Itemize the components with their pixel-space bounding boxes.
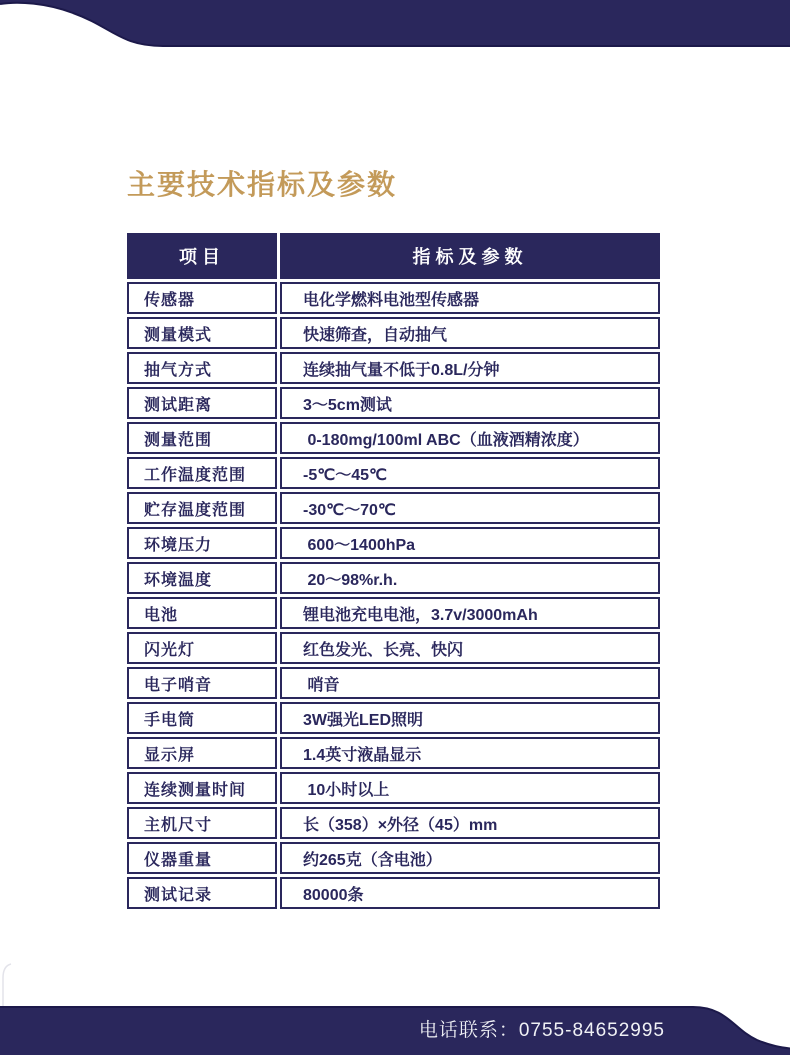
header-band bbox=[0, 0, 790, 50]
page-title: 主要技术指标及参数 bbox=[127, 169, 398, 200]
spec-label-cell: 电池 bbox=[127, 597, 277, 629]
spec-label-cell: 传感器 bbox=[127, 282, 277, 314]
spec-value-cell: 红色发光、长亮、快闪 bbox=[280, 632, 660, 664]
spec-label-cell: 抽气方式 bbox=[127, 352, 277, 384]
spec-value-cell: 20～98%r.h. bbox=[280, 562, 660, 594]
spec-label-cell: 测量范围 bbox=[127, 422, 277, 454]
table-row bbox=[127, 492, 660, 524]
table-row bbox=[127, 597, 660, 629]
spec-value-cell: -5℃～45℃ bbox=[280, 457, 660, 489]
spec-label-cell: 主机尺寸 bbox=[127, 807, 277, 839]
footer-band bbox=[0, 1003, 790, 1055]
spec-value-cell: 约265克（含电池） bbox=[280, 842, 660, 874]
spec-value-cell: 连续抽气量不低于0.8L/分钟 bbox=[280, 352, 660, 384]
spec-value-cell: 哨音 bbox=[280, 667, 660, 699]
spec-value-cell: 80000条 bbox=[280, 877, 660, 909]
spec-label-cell: 闪光灯 bbox=[127, 632, 277, 664]
spec-label-cell: 贮存温度范围 bbox=[127, 492, 277, 524]
table-row bbox=[127, 422, 660, 454]
spec-label-cell: 环境压力 bbox=[127, 527, 277, 559]
table-row bbox=[127, 702, 660, 734]
table-row bbox=[127, 877, 660, 909]
table-row bbox=[127, 807, 660, 839]
spec-table-body bbox=[127, 282, 660, 909]
spec-value-cell: 快速筛查，自动抽气 bbox=[280, 317, 660, 349]
table-row bbox=[127, 737, 660, 769]
table-row bbox=[127, 842, 660, 874]
table-row bbox=[127, 527, 660, 559]
spec-table bbox=[127, 233, 660, 912]
spec-value-cell: 长（358）×外径（45）mm bbox=[280, 807, 660, 839]
table-row bbox=[127, 457, 660, 489]
table-row bbox=[127, 632, 660, 664]
spec-table-header-row bbox=[127, 233, 660, 279]
spec-label-cell: 工作温度范围 bbox=[127, 457, 277, 489]
spec-value-cell: 锂电池充电电池，3.7v/3000mAh bbox=[280, 597, 660, 629]
spec-value-cell: 1.4英寸液晶显示 bbox=[280, 737, 660, 769]
spec-value-cell: -30℃～70℃ bbox=[280, 492, 660, 524]
spec-label-cell: 环境温度 bbox=[127, 562, 277, 594]
spec-label-cell: 测量模式 bbox=[127, 317, 277, 349]
spec-label-cell: 测试记录 bbox=[127, 877, 277, 909]
spec-value-cell: 10小时以上 bbox=[280, 772, 660, 804]
column-header-item: 项目 bbox=[127, 233, 277, 279]
table-row bbox=[127, 562, 660, 594]
table-row bbox=[127, 667, 660, 699]
spec-value-cell: 电化学燃料电池型传感器 bbox=[280, 282, 660, 314]
footer-contact-phone: 电话联系：0755-84652995 bbox=[418, 1020, 665, 1041]
spec-value-cell: 600～1400hPa bbox=[280, 527, 660, 559]
spec-value-cell: 3W强光LED照明 bbox=[280, 702, 660, 734]
column-header-parameters: 指标及参数 bbox=[280, 233, 660, 279]
table-row bbox=[127, 352, 660, 384]
spec-label-cell: 仪器重量 bbox=[127, 842, 277, 874]
spec-value-cell: 3～5cm测试 bbox=[280, 387, 660, 419]
table-row bbox=[127, 282, 660, 314]
spec-label-cell: 连续测量时间 bbox=[127, 772, 277, 804]
table-row bbox=[127, 772, 660, 804]
table-row bbox=[127, 317, 660, 349]
spec-label-cell: 电子哨音 bbox=[127, 667, 277, 699]
spec-value-cell: 0-180mg/100ml ABC（血液酒精浓度） bbox=[280, 422, 660, 454]
spec-label-cell: 手电筒 bbox=[127, 702, 277, 734]
spec-label-cell: 显示屏 bbox=[127, 737, 277, 769]
corner-curve-decoration bbox=[0, 962, 16, 1008]
spec-label-cell: 测试距离 bbox=[127, 387, 277, 419]
table-row bbox=[127, 387, 660, 419]
